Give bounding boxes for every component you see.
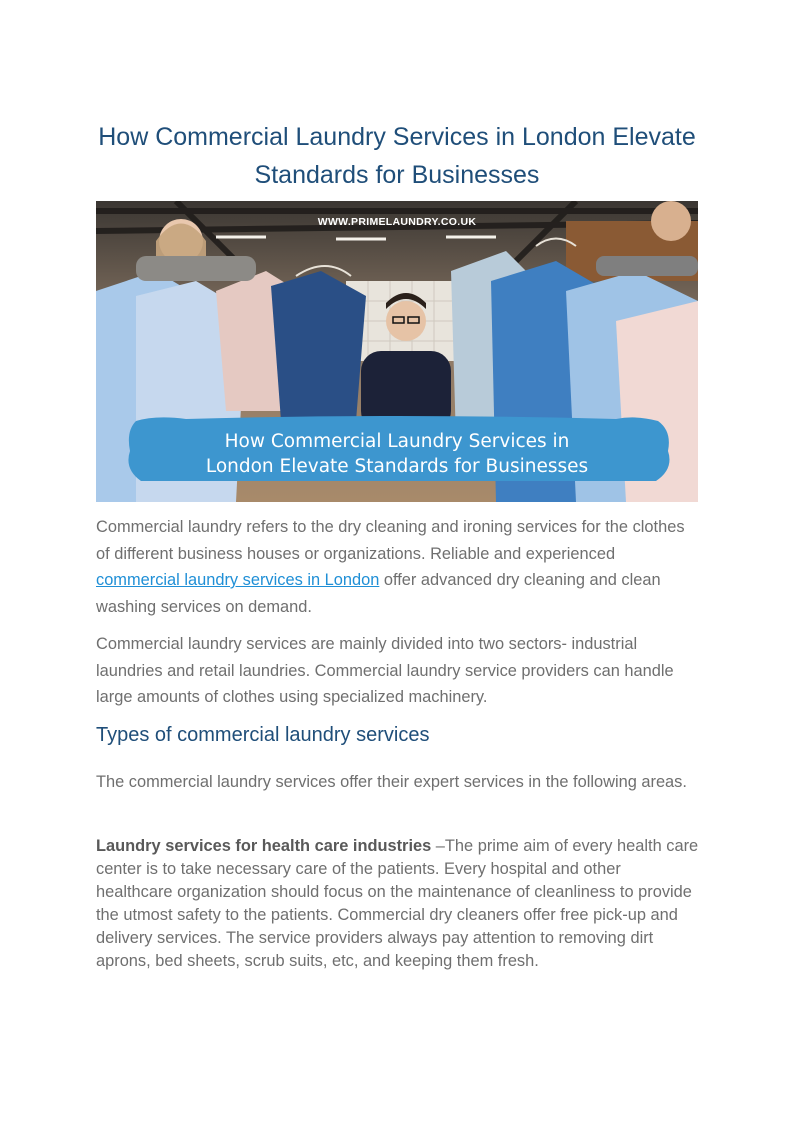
- intro-text-end: offer advanced dry cleaning and clean washing services on demand.: [96, 571, 661, 616]
- section-heading: Types of commercial laundry services: [96, 724, 430, 746]
- services-intro-paragraph: The commercial laundry services offer their expert services in the following areas.: [96, 773, 687, 791]
- page-title: How Commercial Laundry Services in London Elevate Standards for Businesses: [98, 123, 696, 189]
- intro-paragraph: [96, 514, 700, 620]
- intro-text-start: Commercial laundry refers to the dry cleaning and ironing services for the clothes of different business houses or organizations. Reliable and experienced: [96, 518, 685, 563]
- commercial-laundry-link[interactable]: commercial laundry services in London: [96, 571, 380, 589]
- hero-url-text: WWW.PRIMELAUNDRY.CO.UK: [317, 216, 477, 228]
- hero-banner-line-2: London Elevate Standards for Businesses: [205, 456, 589, 477]
- health-care-text: –The prime aim of every health care center is to take necessary care of the patients. Every hospital and other healthcare organization should focus on the maintenance of cleanliness to provide the utmost safety to the patients. Commercial dry cleaners offer free pick-up and delivery services. The service providers always pay attention to removing dirt aprons, bed sheets, scrub suits, etc, and keeping them fresh.: [96, 837, 699, 970]
- health-care-paragraph: [96, 835, 700, 973]
- sectors-paragraph: Commercial laundry services are mainly divided into two sectors- industrial laundries and retail laundries. Commercial laundry service providers can handle large amounts of clothes using specialized machinery.: [96, 635, 674, 706]
- health-care-bold-label: Laundry services for health care industries: [96, 837, 432, 855]
- hero-banner-text: [96, 429, 698, 479]
- hero-banner-line-1: How Commercial Laundry Services in: [224, 431, 570, 452]
- hero-image: [96, 201, 698, 502]
